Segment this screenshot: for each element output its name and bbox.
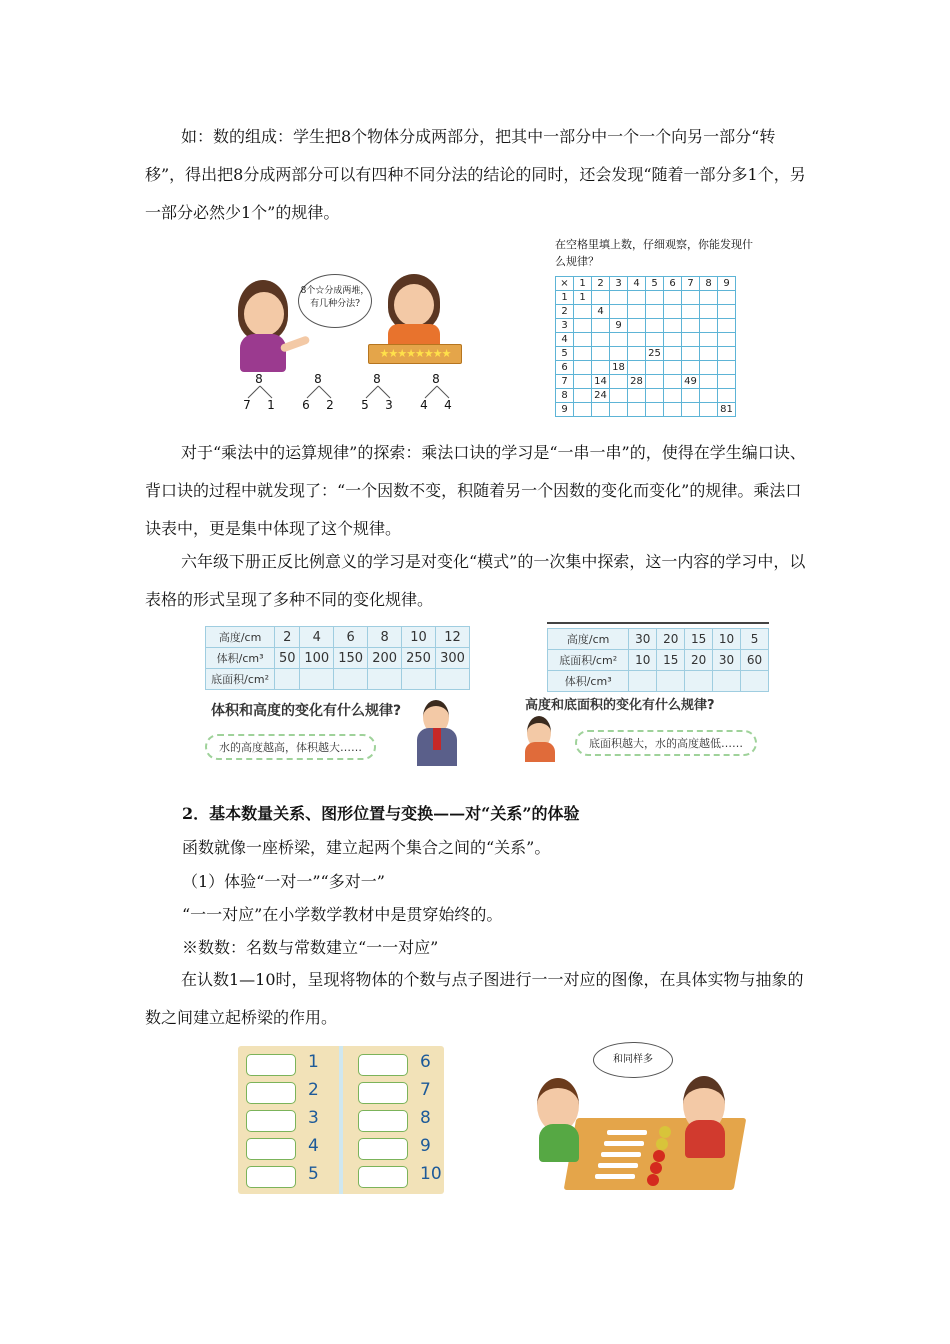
tree-top: 8 bbox=[255, 372, 263, 386]
table-row bbox=[548, 629, 769, 650]
grid-cell bbox=[664, 305, 682, 319]
figure-split-eight bbox=[228, 270, 478, 420]
table-cell bbox=[741, 671, 769, 692]
grid-cell bbox=[628, 291, 646, 305]
grid-cell bbox=[718, 291, 736, 305]
grid-cell bbox=[664, 319, 682, 333]
grid-cell bbox=[574, 403, 592, 417]
grid-header-cell: 5 bbox=[556, 347, 574, 361]
grid-cell bbox=[574, 375, 592, 389]
grid-header-cell: 6 bbox=[556, 361, 574, 375]
grid-cell bbox=[664, 291, 682, 305]
grid-cell bbox=[610, 389, 628, 403]
grid-cell bbox=[610, 305, 628, 319]
grid-cell bbox=[574, 319, 592, 333]
picture-card bbox=[358, 1110, 408, 1132]
grid-cell bbox=[718, 333, 736, 347]
grid-cell bbox=[664, 333, 682, 347]
grid-row bbox=[556, 361, 736, 375]
paragraph-number-composition: 如：数的组成：学生把8个物体分成两部分，把其中一部分中一个一个向另一部分“转移”，得出把8分成两部分可以有四种不同分法的结论的同时，还会发现“随着一部分多1个，另一部分必然少1个”的规律。 bbox=[145, 127, 806, 222]
grid-cell bbox=[646, 361, 664, 375]
grid-cell: 9 bbox=[610, 319, 628, 333]
table-cell bbox=[629, 671, 657, 692]
grid-cell: 28 bbox=[628, 375, 646, 389]
card-number: 2 bbox=[308, 1080, 319, 1100]
row-header: 底面积/cm² bbox=[548, 650, 629, 671]
grid-cell bbox=[700, 291, 718, 305]
table-cell: 100 bbox=[300, 648, 334, 669]
row-header: 高度/cm bbox=[206, 627, 275, 648]
stick bbox=[598, 1163, 638, 1168]
card-number: 3 bbox=[308, 1108, 319, 1128]
grid-cell bbox=[592, 403, 610, 417]
grid-cell bbox=[610, 375, 628, 389]
grid-cell bbox=[700, 305, 718, 319]
figure-volume-height bbox=[205, 622, 470, 767]
figure-matching-kids bbox=[535, 1042, 745, 1197]
stick bbox=[607, 1130, 647, 1135]
grid-row bbox=[556, 291, 736, 305]
grid-cell bbox=[664, 361, 682, 375]
grid-cell: 24 bbox=[592, 389, 610, 403]
card-number: 8 bbox=[420, 1108, 431, 1128]
teacher-tie bbox=[433, 728, 441, 750]
tree-left: 7 bbox=[243, 398, 251, 412]
grid-cell bbox=[700, 389, 718, 403]
table-top-rule bbox=[547, 622, 769, 624]
grid-cell bbox=[628, 319, 646, 333]
grid-header-cell: 3 bbox=[556, 319, 574, 333]
table-cell bbox=[275, 669, 300, 690]
grid-cell bbox=[700, 319, 718, 333]
subheading-one-to-one: （1）体验“一对一”“多对一” bbox=[182, 872, 385, 891]
grid-cell: 4 bbox=[592, 305, 610, 319]
card-number: 6 bbox=[420, 1052, 431, 1072]
grid-cell bbox=[628, 389, 646, 403]
grid-cell bbox=[628, 403, 646, 417]
grid-row bbox=[556, 277, 736, 291]
grid-cell bbox=[628, 347, 646, 361]
girl-dress bbox=[240, 334, 286, 372]
grid-cell bbox=[664, 375, 682, 389]
grid-cell: 1 bbox=[574, 291, 592, 305]
table-cell: 50 bbox=[275, 648, 300, 669]
grid-cell bbox=[628, 361, 646, 375]
grid-cell bbox=[682, 291, 700, 305]
stick bbox=[595, 1174, 635, 1179]
grid-header-cell: 4 bbox=[556, 333, 574, 347]
grid-header-cell: 3 bbox=[610, 277, 628, 291]
table-cell bbox=[402, 669, 436, 690]
paragraph-counting: 在认数1—10时，呈现将物体的个数与点子图进行一一对应的图像，在具体实物与抽象的数之间建立起桥梁的作用。 bbox=[145, 970, 804, 1027]
subheading-counting: ※数数：名数与常数建立“一一对应” bbox=[182, 938, 439, 957]
card-number: 5 bbox=[308, 1164, 319, 1184]
row-header: 高度/cm bbox=[548, 629, 629, 650]
speech-bubble: 和同样多 bbox=[593, 1042, 673, 1078]
grid-cell bbox=[664, 389, 682, 403]
table-cell: 60 bbox=[741, 650, 769, 671]
card-divider bbox=[339, 1046, 343, 1194]
grid-cell bbox=[592, 333, 610, 347]
tree-right: 1 bbox=[267, 398, 275, 412]
table-cell: 10 bbox=[629, 650, 657, 671]
table-row bbox=[206, 648, 470, 669]
grid-cell bbox=[646, 291, 664, 305]
grid-cell bbox=[718, 305, 736, 319]
apple bbox=[659, 1126, 671, 1138]
grid-header-cell: 1 bbox=[556, 291, 574, 305]
grid-cell bbox=[718, 389, 736, 403]
table-cell: 15 bbox=[685, 629, 713, 650]
grid-cell bbox=[700, 361, 718, 375]
student-body bbox=[525, 742, 555, 762]
height-question: 高度和底面积的变化有什么规律? bbox=[525, 698, 715, 713]
apple bbox=[656, 1138, 668, 1150]
grid-cell bbox=[664, 403, 682, 417]
grid-cell bbox=[592, 291, 610, 305]
grid-cell bbox=[646, 319, 664, 333]
volume-answer: 水的高度越高，体积越大…… bbox=[205, 734, 376, 760]
paragraph-one-to-one: “一一对应”在小学数学教材中是贯穿始终的。 bbox=[182, 905, 503, 924]
table-cell: 300 bbox=[436, 648, 470, 669]
grid-header-cell: 2 bbox=[556, 305, 574, 319]
grid-cell bbox=[700, 333, 718, 347]
paragraph-proportion: 六年级下册正反比例意义的学习是对变化“模式”的一次集中探索，这一内容的学习中，以表格的形式呈现了多种不同的变化规律。 bbox=[145, 552, 806, 609]
apple bbox=[650, 1162, 662, 1174]
card-number: 9 bbox=[420, 1136, 431, 1156]
picture-card bbox=[246, 1138, 296, 1160]
table-cell: 30 bbox=[713, 650, 741, 671]
table-cell bbox=[436, 669, 470, 690]
grid-row bbox=[556, 403, 736, 417]
volume-height-table bbox=[205, 626, 470, 690]
tree-right: 2 bbox=[326, 398, 334, 412]
grid-cell: 25 bbox=[646, 347, 664, 361]
grid-cell: 49 bbox=[682, 375, 700, 389]
grid-cell bbox=[682, 403, 700, 417]
table-cell: 8 bbox=[368, 627, 402, 648]
grid-cell bbox=[574, 305, 592, 319]
row-header: 体积/cm³ bbox=[548, 671, 629, 692]
tree-left: 5 bbox=[361, 398, 369, 412]
grid-row bbox=[556, 333, 736, 347]
table-row bbox=[548, 650, 769, 671]
grid-cell bbox=[646, 375, 664, 389]
grid-cell bbox=[718, 361, 736, 375]
tree-top: 8 bbox=[432, 372, 440, 386]
table-cell: 5 bbox=[741, 629, 769, 650]
grid-cell bbox=[610, 403, 628, 417]
girl-face bbox=[244, 292, 284, 336]
grid-cell bbox=[646, 333, 664, 347]
grid-header-cell: 9 bbox=[556, 403, 574, 417]
grid-row bbox=[556, 389, 736, 403]
table-cell: 6 bbox=[334, 627, 368, 648]
table-cell: 15 bbox=[657, 650, 685, 671]
multiplication-table bbox=[555, 276, 736, 417]
table-cell: 150 bbox=[334, 648, 368, 669]
tree-left: 4 bbox=[420, 398, 428, 412]
row-header: 底面积/cm² bbox=[206, 669, 275, 690]
grid-cell bbox=[664, 347, 682, 361]
grid-cell bbox=[592, 347, 610, 361]
grid-cell bbox=[682, 333, 700, 347]
table-cell: 30 bbox=[629, 629, 657, 650]
picture-card bbox=[358, 1082, 408, 1104]
table-row bbox=[206, 627, 470, 648]
picture-card bbox=[358, 1054, 408, 1076]
height-base-table bbox=[547, 628, 769, 692]
grid-cell bbox=[592, 361, 610, 375]
grid-header-cell: 8 bbox=[556, 389, 574, 403]
grid-cell bbox=[574, 361, 592, 375]
paragraph-multiplication-rule: 对于“乘法中的运算规律”的探索：乘法口诀的学习是“一串一串”的，使得在学生编口诀、背口诀的过程中就发现了：“一个因数不变，积随着另一个因数的变化而变化”的规律。乘法口诀表中，更是集中体现了这个规律。 bbox=[145, 443, 806, 538]
star-board: ★★★★★★★★ bbox=[368, 344, 462, 364]
table-cell bbox=[334, 669, 368, 690]
grid-header-cell: 7 bbox=[556, 375, 574, 389]
grid-caption: 在空格里填上数，仔细观察，你能发现什么规律？ bbox=[555, 238, 753, 268]
grid-cell bbox=[628, 305, 646, 319]
grid-cell bbox=[574, 389, 592, 403]
grid-cell bbox=[718, 347, 736, 361]
grid-cell bbox=[682, 319, 700, 333]
grid-cell: 81 bbox=[718, 403, 736, 417]
grid-header-cell: 2 bbox=[592, 277, 610, 291]
table-cell: 2 bbox=[275, 627, 300, 648]
table-row bbox=[206, 669, 470, 690]
grid-header-cell: 1 bbox=[574, 277, 592, 291]
grid-header-cell: × bbox=[556, 277, 574, 291]
picture-card bbox=[246, 1110, 296, 1132]
grid-cell bbox=[682, 389, 700, 403]
table-cell: 10 bbox=[713, 629, 741, 650]
apple bbox=[647, 1174, 659, 1186]
row-header: 体积/cm³ bbox=[206, 648, 275, 669]
girl-face-right bbox=[394, 284, 434, 326]
grid-cell bbox=[574, 347, 592, 361]
grid-cell bbox=[610, 347, 628, 361]
grid-cell bbox=[682, 305, 700, 319]
grid-cell bbox=[700, 347, 718, 361]
table-cell bbox=[713, 671, 741, 692]
table-cell: 4 bbox=[300, 627, 334, 648]
tree-top: 8 bbox=[373, 372, 381, 386]
card-number: 1 bbox=[308, 1052, 319, 1072]
section-heading: 2．基本数量关系、图形位置与变换——对“关系”的体验 bbox=[182, 804, 580, 823]
card-number: 10 bbox=[420, 1164, 442, 1184]
figure-multiplication-grid bbox=[555, 236, 755, 426]
table-cell bbox=[685, 671, 713, 692]
grid-header-cell: 8 bbox=[700, 277, 718, 291]
grid-cell bbox=[592, 319, 610, 333]
grid-cell: 18 bbox=[610, 361, 628, 375]
table-cell: 12 bbox=[436, 627, 470, 648]
grid-header-cell: 9 bbox=[718, 277, 736, 291]
height-answer: 底面积越大，水的高度越低…… bbox=[575, 730, 757, 756]
grid-cell bbox=[610, 333, 628, 347]
picture-card bbox=[358, 1166, 408, 1188]
grid-cell bbox=[646, 403, 664, 417]
grid-cell bbox=[682, 361, 700, 375]
grid-row bbox=[556, 305, 736, 319]
speech-bubble: 8个☆分成两堆，有几种分法? bbox=[298, 274, 372, 328]
table-cell: 20 bbox=[685, 650, 713, 671]
grid-cell bbox=[610, 291, 628, 305]
picture-card bbox=[246, 1082, 296, 1104]
figure-number-cards bbox=[238, 1046, 444, 1194]
grid-cell bbox=[700, 375, 718, 389]
stick bbox=[604, 1141, 644, 1146]
grid-cell bbox=[646, 305, 664, 319]
picture-card bbox=[246, 1166, 296, 1188]
volume-question: 体积和高度的变化有什么规律? bbox=[211, 703, 402, 719]
grid-header-cell: 5 bbox=[646, 277, 664, 291]
grid-cell bbox=[682, 347, 700, 361]
card-number: 7 bbox=[420, 1080, 431, 1100]
grid-cell bbox=[574, 333, 592, 347]
tree-right: 4 bbox=[444, 398, 452, 412]
table-cell bbox=[657, 671, 685, 692]
card-number: 4 bbox=[308, 1136, 319, 1156]
grid-cell bbox=[718, 375, 736, 389]
girl-shirt bbox=[685, 1120, 725, 1158]
grid-row bbox=[556, 319, 736, 333]
table-cell: 250 bbox=[402, 648, 436, 669]
girl-arm bbox=[280, 335, 311, 353]
grid-cell bbox=[718, 319, 736, 333]
grid-row bbox=[556, 347, 736, 361]
table-cell: 10 bbox=[402, 627, 436, 648]
table-cell bbox=[300, 669, 334, 690]
apple bbox=[653, 1150, 665, 1162]
grid-cell: 14 bbox=[592, 375, 610, 389]
stick bbox=[601, 1152, 641, 1157]
picture-card bbox=[246, 1054, 296, 1076]
grid-cell bbox=[628, 333, 646, 347]
table-row bbox=[548, 671, 769, 692]
table-cell: 200 bbox=[368, 648, 402, 669]
tree-right: 3 bbox=[385, 398, 393, 412]
table-cell: 20 bbox=[657, 629, 685, 650]
table-cell bbox=[368, 669, 402, 690]
boy-shirt bbox=[539, 1124, 579, 1162]
tree-top: 8 bbox=[314, 372, 322, 386]
paragraph-function-bridge: 函数就像一座桥梁，建立起两个集合之间的“关系”。 bbox=[182, 838, 551, 857]
grid-header-cell: 7 bbox=[682, 277, 700, 291]
grid-header-cell: 4 bbox=[628, 277, 646, 291]
picture-card bbox=[358, 1138, 408, 1160]
grid-header-cell: 6 bbox=[664, 277, 682, 291]
grid-cell bbox=[700, 403, 718, 417]
grid-cell bbox=[646, 389, 664, 403]
figure-height-base-area bbox=[525, 618, 770, 768]
tree-left: 6 bbox=[302, 398, 310, 412]
grid-row bbox=[556, 375, 736, 389]
